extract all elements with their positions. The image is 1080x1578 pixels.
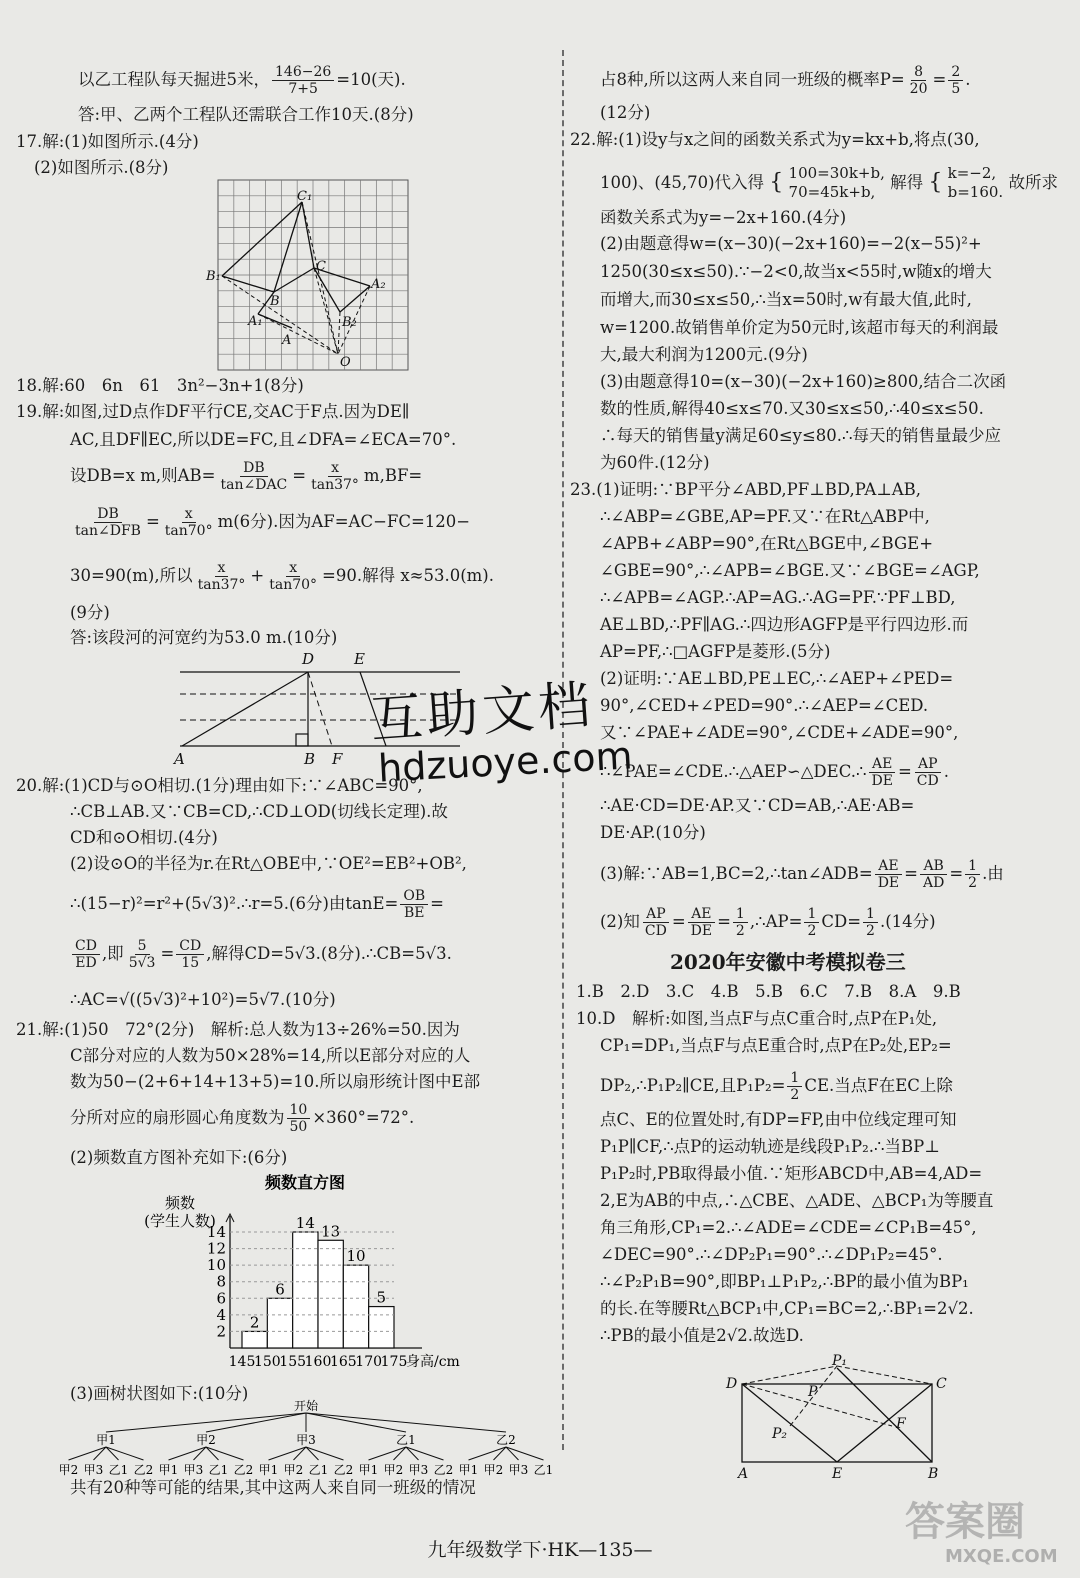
text-line: $\frac{DB}{\text{tan∠DFB}}$ = $\frac{x}{\tan 70^\circ}$ m(6分).因为AF=AC−FC=120−: [70, 506, 470, 539]
text-line: ∴AC=√((5√3)²+10²)=5√7.(10分): [70, 990, 336, 1009]
text-line: 100)、(45,70)代入得 { 100=30k+b, 70=45k+b, 解得 { k=−2, b=160. 故所求: [600, 164, 1058, 201]
fraction: $\frac{x}{\tan 70^\circ}$: [269, 560, 318, 593]
fraction: $\frac{146-26}{7+5}$: [272, 64, 334, 97]
fraction: $\frac{OB}{BE}$: [400, 888, 428, 921]
x-tick-label: 145: [228, 1354, 256, 1370]
fraction: $\frac{AE}{DE}$: [868, 756, 895, 789]
text-line: (2)如图所示.(8分): [34, 158, 169, 177]
tree-leaf: 甲3: [508, 1463, 529, 1477]
label-D: D: [302, 650, 315, 668]
y-tick-label: 4: [216, 1305, 226, 1324]
label-C: C: [316, 259, 326, 274]
label-P1: P₁: [832, 1353, 848, 1369]
tree-node: 甲3: [296, 1433, 316, 1447]
tree-node: 乙1: [396, 1433, 416, 1447]
tree-leaf: 乙2: [133, 1463, 154, 1477]
text-line: ∴∠APB=∠AGP.∴AP=AG.∴AG=PF.∵PF⊥BD,: [600, 588, 956, 607]
text-line: ∴∠ABP=∠GBE,AP=PF.又∵在Rt△ABP中,: [600, 507, 930, 526]
tree-branch: [306, 1413, 406, 1432]
y-tick-label: 8: [216, 1272, 226, 1291]
y-tick-label: 6: [216, 1289, 226, 1308]
fraction: $\frac{DB}{\text{tan∠DFB}}$: [75, 506, 141, 539]
tree-leaf: 甲2: [283, 1463, 304, 1477]
rectangle-figure: [722, 1353, 952, 1482]
bar-value-label: 13: [321, 1222, 341, 1241]
text-line: (3)由题意得10=(x−30)(−2x+160)≥800,结合二次函: [600, 372, 1007, 391]
label-B: B: [270, 294, 280, 309]
text-line: ∴AE·CD=DE·AP.又∵CD=AB,∴AE·AB=: [600, 796, 915, 815]
text-line: 点C、E的位置处时,有DP=FP,由中位线定理可知: [600, 1110, 957, 1129]
text-line: CP₁=DP₁,当点F与点E重合时,点P在P₂处,EP₂=: [600, 1036, 952, 1055]
text-line: 19.解:如图,过D点作DF平行CE,交AC于F点.因为DE∥: [16, 402, 410, 421]
fraction: $\frac{AP}{CD}$: [916, 756, 939, 789]
histogram-bar: [293, 1232, 318, 1348]
y-tick-label: 12: [206, 1239, 226, 1258]
tree-leaf: 甲3: [408, 1463, 429, 1477]
fraction: $\frac{AP}{CD}$: [644, 906, 667, 939]
tree-diagram: [56, 1398, 556, 1478]
text-line: 以乙工程队每天掘进5米， $\frac{146-26}{7+5}$ =10(天).: [78, 64, 406, 97]
tree-branch: [206, 1413, 306, 1432]
tree-leaf: 甲1: [258, 1463, 279, 1477]
tree-node: 乙2: [496, 1433, 516, 1447]
text-line: 又∵∠PAE+∠ADE=90°,∠CDE+∠ADE=90°,: [600, 723, 959, 742]
text-line: AE⊥BD,∴PF∥AG.∴四边形AGFP是平行四边形.而: [600, 615, 969, 634]
text-line: 1250(30≤x≤50).∵−2<0,故当x<55时,w随x的增大: [600, 262, 992, 281]
bar-value-label: 2: [249, 1313, 260, 1332]
fraction: $\frac{CD}{ED}$: [72, 938, 100, 971]
text-line: (9分): [70, 603, 110, 622]
tree-leaf: 甲3: [83, 1463, 104, 1477]
text-line: 设DB=x m,则AB= $\frac{DB}{\text{tan∠DAC}}$ = $\frac{x}{\tan 37^\circ}$ m,BF=: [70, 460, 423, 493]
text-line: AP=PF,∴□AGFP是菱形.(5分): [600, 642, 831, 661]
fraction: $\frac{2}{5}$: [948, 64, 963, 97]
tree-leaf: 甲1: [158, 1463, 179, 1477]
label-E: E: [832, 1466, 843, 1482]
text-line: 90°,∠CED+∠PED=90°.∴∠AEP=∠CED.: [600, 696, 929, 715]
text-line: ∴每天的销售量y满足60≤y≤80.∴每天的销售量最少应: [600, 426, 1002, 445]
text-line: (2)由题意得w=(x−30)(−2x+160)=−2(x−55)²+: [600, 234, 982, 253]
text-line: (2)知 $\frac{AP}{CD}$ = $\frac{AE}{DE}$ = $\frac{1}{2}$ ,∴AP= $\frac{1}{2}$ CD= $\frac{1}{2}$ .(14分): [600, 906, 936, 939]
text-line: 数为50−(2+6+14+13+5)=10.所以扇形统计图中E部: [70, 1072, 481, 1091]
tree-leaf: 乙2: [333, 1463, 354, 1477]
text-line: 为60件.(12分): [600, 453, 710, 472]
corner-watermark-url: MXQE.COM: [945, 1546, 1058, 1567]
fraction: $\frac{1}{2}$: [804, 906, 819, 939]
bar-value-label: 5: [376, 1288, 387, 1307]
text-line: DE·AP.(10分): [600, 823, 706, 842]
text-line: ∠GBE=90°,∴∠APB=∠BGE.又∵∠BGE=∠AGP,: [600, 561, 980, 580]
fraction: $\frac{x}{\tan 37^\circ}$: [197, 560, 246, 593]
tree-leaf: 甲1: [358, 1463, 379, 1477]
text-line: 分所对应的扇形圆心角度数为 $\frac{10}{50}$ ×360°=72°.: [70, 1102, 415, 1135]
tree-branch: [106, 1413, 306, 1432]
x-tick-label: 165: [329, 1354, 357, 1370]
histogram-bar: [343, 1265, 368, 1348]
text-line: (2)设⊙O的半径为r.在Rt△OBE中,∵OE²=EB²+OB²,: [70, 854, 467, 873]
label-O: O: [340, 355, 351, 370]
text-line: 数的性质,解得40≤x≤70.又30≤x≤50,∴40≤x≤50.: [600, 399, 984, 418]
text-line: (2)频数直方图补充如下:(6分): [70, 1148, 288, 1167]
tree-leaf: 甲2: [58, 1463, 79, 1477]
label-A1: A₁: [248, 314, 263, 329]
text-line: ∴(15−r)²=r²+(5√3)².∴r=5.(6分)由tanE= $\frac{OB}{BE}$ =: [70, 888, 444, 921]
label-A: A: [282, 333, 292, 348]
fraction: $\frac{1}{2}$: [863, 906, 878, 939]
text-line: 20.解:(1)CD与⊙O相切.(1分)理由如下:∵∠ABC=90°,: [16, 776, 423, 795]
text-line: ∴PB的最小值是2√2.故选D.: [600, 1326, 804, 1345]
label-P: P: [808, 1384, 818, 1400]
tree-node: 甲1: [96, 1433, 116, 1447]
text-line: 10.D 解析:如图,当点F与点C重合时,点P在P₁处,: [576, 1009, 938, 1028]
label-B2: B₂: [342, 315, 357, 330]
label-A2: A₂: [371, 277, 386, 292]
y-tick-label: 2: [216, 1322, 226, 1341]
bar-value-label: 6: [275, 1280, 285, 1299]
fraction: $\frac{x}{\tan 37^\circ}$: [311, 460, 359, 493]
corner-watermark: 答案圈: [905, 1499, 1025, 1545]
text-line: 2,E为AB的中点,∴△CBE、△ADE、△BCP₁为等腰直: [600, 1191, 994, 1210]
text-line: 共有20种等可能的结果,其中这两人来自同一班级的情况: [70, 1478, 476, 1497]
watermark-text: 互助文档: [368, 675, 597, 751]
text-line: ∠DEC=90°.∴∠DP₂P₁=90°.∴∠DP₁P₂=45°.: [600, 1245, 943, 1264]
text-line: (2)证明:∵AE⊥BD,PE⊥EC,∴∠AEP+∠PED=: [600, 669, 954, 688]
tree-leaf: 乙1: [108, 1463, 129, 1477]
label-B: B: [304, 750, 316, 768]
text-line: 30=90(m),所以 $\frac{x}{\tan 37^\circ}$ + $\frac{x}{\tan 70^\circ}$ =90.解得 x≈53.0(m).: [70, 560, 494, 593]
text-line: ∴∠PAE=∠CDE.∴△AEP∽△DEC.∴ $\frac{AE}{DE}$ = $\frac{AP}{CD}$ .: [600, 756, 949, 789]
tree-leaf: 乙1: [308, 1463, 329, 1477]
text-line: DP₂,∴P₁P₂∥CE,且P₁P₂= $\frac{1}{2}$ CE.当点F在EC上除: [600, 1070, 953, 1103]
fraction: $\frac{DB}{\text{tan∠DAC}}$: [220, 460, 288, 493]
text-line: ∠APB+∠ABP=90°,在Rt△BGE中,∠BGE+: [600, 534, 934, 553]
x-tick-label: 155: [279, 1354, 307, 1370]
text-line: 角三角形,CP₁=2.∴∠ADE=∠CDE=∠CP₁B=45°,: [600, 1218, 977, 1237]
tree-branch: [306, 1413, 506, 1432]
text-line: P₁P∥CF,∴点P的运动轨迹是线段P₁P₂.∴当BP⊥: [600, 1137, 940, 1156]
text-line: 答:甲、乙两个工程队还需联合工作10天.(8分): [78, 105, 414, 124]
histogram-bar: [267, 1298, 292, 1348]
label-C: C: [936, 1376, 947, 1392]
text-line: 23.(1)证明:∵BP平分∠ABD,PF⊥BD,PA⊥AB,: [570, 480, 922, 499]
label-C1: C₁: [297, 189, 313, 204]
text-line: 21.解:(1)50 72°(2分) 解析:总人数为13÷26%=50.因为: [16, 1020, 460, 1039]
x-tick-label: 175: [380, 1354, 408, 1370]
text-line: w=1200.故销售单价定为50元时,该超市每天的利润最: [600, 318, 999, 337]
text-line: CD和⊙O相切.(4分): [70, 828, 218, 847]
text-line: 17.解:(1)如图所示.(4分): [16, 132, 199, 151]
tree-leaf: 乙2: [433, 1463, 454, 1477]
bar-value-label: 10: [346, 1247, 366, 1266]
fraction: $\frac{1}{2}$: [787, 1070, 802, 1103]
fraction: $\frac{AB}{AD}$: [920, 858, 947, 891]
grid-figure: [206, 180, 408, 370]
fraction: $\frac{CD}{15}$: [176, 938, 204, 971]
text-line: $\frac{CD}{ED}$ ,即 $\frac{5}{5√3}$ = $\frac{CD}{15}$ ,解得CD=5√3.(8分).∴CB=5√3.: [70, 938, 452, 971]
label-B1: B₁: [206, 269, 221, 284]
y-tick-label: 14: [206, 1223, 226, 1241]
text-line: AC,且DF∥EC,所以DE=FC,且∠DFA=∠ECA=70°.: [70, 430, 457, 449]
label-B: B: [928, 1466, 939, 1482]
x-tick-label: 160: [304, 1354, 332, 1370]
label-E: E: [354, 650, 365, 668]
fraction: $\frac{AE}{DE}$: [688, 906, 715, 939]
text-line: (3)画树状图如下:(10分): [70, 1384, 249, 1403]
text-line: 占8种,所以这两人来自同一班级的概率P= $\frac{8}{20}$ = $\frac{2}{5}$ .: [600, 64, 971, 97]
label-A: A: [174, 750, 185, 768]
x-tick-label: 170: [355, 1354, 383, 1370]
label-P2: P₂: [772, 1426, 788, 1442]
text-line: 18.解:60 6n 61 3n²−3n+1(8分): [16, 376, 304, 395]
fraction: $\frac{10}{50}$: [287, 1102, 311, 1135]
tree-leaf: 甲2: [383, 1463, 404, 1477]
tree-leaf: 甲3: [183, 1463, 204, 1477]
text-line: (12分): [600, 103, 651, 122]
tree-leaf: 甲1: [458, 1463, 479, 1477]
fraction: $\frac{AE}{DE}$: [875, 858, 902, 891]
bar-value-label: 14: [295, 1214, 315, 1232]
label-F: F: [332, 750, 343, 768]
tree-node: 甲2: [196, 1433, 216, 1447]
histogram-bar: [242, 1331, 267, 1348]
y-axis-label: 频数: [164, 1194, 196, 1212]
fraction: $\frac{5}{5√3}$: [128, 938, 156, 971]
text-line: (3)解:∵AB=1,BC=2,∴tan∠ADB= $\frac{AE}{DE}$ = $\frac{AB}{AD}$ = $\frac{1}{2}$ .由: [600, 858, 1004, 891]
label-D: D: [726, 1376, 738, 1392]
text-line: 22.解:(1)设y与x之间的函数关系式为y=kx+b,将点(30,: [570, 130, 980, 149]
fraction: $\frac{1}{2}$: [965, 858, 980, 891]
fraction: $\frac{8}{20}$: [909, 64, 928, 97]
label-A: A: [738, 1466, 749, 1482]
text-line: 大,最大利润为1200元.(9分): [600, 345, 808, 364]
histogram-chart: [120, 1168, 540, 1378]
histogram-bar: [369, 1307, 394, 1348]
chart-title: 频数直方图: [264, 1173, 346, 1192]
x-axis-label: 身高/cm: [406, 1354, 460, 1370]
text-line: 1.B 2.D 3.C 4.B 5.B 6.C 7.B 8.A 9.B: [576, 982, 961, 1001]
fraction: $\frac{x}{\tan 70^\circ}$: [164, 506, 213, 539]
tree-leaf: 乙2: [233, 1463, 254, 1477]
text-line: C部分对应的人数为50×28%=14,所以E部分对应的人: [70, 1046, 471, 1065]
text-line: 而增大,而30≤x≤50,∴当x=50时,w有最大值,此时,: [600, 290, 972, 309]
watermark-url: hdzuoye.com: [377, 733, 634, 791]
text-line: ∴∠P₂P₁B=90°,即BP₁⊥P₁P₂,∴BP的最小值为BP₁: [600, 1272, 969, 1291]
section-heading: 2020年安徽中考模拟卷三: [670, 950, 906, 974]
x-tick-label: 150: [253, 1354, 281, 1370]
text-line: 函数关系式为y=−2x+160.(4分): [600, 208, 847, 227]
text-line: P₁P₂时,PB取得最小值.∵矩形ABCD中,AB=4,AD=: [600, 1164, 983, 1183]
y-tick-label: 10: [206, 1256, 226, 1275]
label-F: F: [896, 1416, 906, 1432]
text-line: ∴CB⊥AB.又∵CB=CD,∴CD⊥OD(切线长定理).故: [70, 802, 448, 821]
text-line: 的长.在等腰Rt△BCP₁中,CP₁=BC=2,∴BP₁=2√2.: [600, 1299, 974, 1318]
tree-leaf: 乙1: [533, 1463, 554, 1477]
y-axis-label-sub: (学生人数): [144, 1212, 216, 1230]
text-line: 答:该段河的河宽约为53.0 m.(10分): [70, 628, 338, 647]
tree-leaf: 甲2: [483, 1463, 504, 1477]
page-footer: 九年级数学下·HK—135—: [427, 1539, 653, 1561]
fraction: $\frac{1}{2}$: [733, 906, 748, 939]
tree-leaf: 乙1: [208, 1463, 229, 1477]
tree-root: 开始: [293, 1399, 319, 1413]
